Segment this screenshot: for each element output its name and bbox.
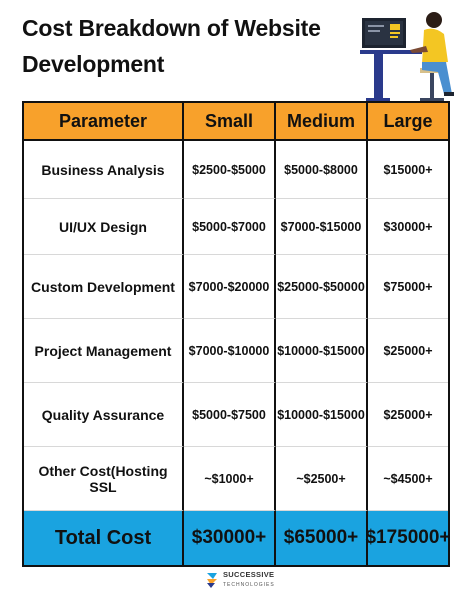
row-large: $25000+ — [368, 383, 448, 447]
brand-name: SUCCESSIVE — [223, 570, 275, 579]
row-small: $5000-$7500 — [184, 383, 276, 447]
row-large: $15000+ — [368, 141, 448, 199]
row-parameter: Other Cost(Hosting SSL — [24, 447, 184, 511]
row-parameter: Project Management — [24, 319, 184, 383]
brand-subtitle: TECHNOLOGIES — [223, 582, 275, 588]
table-row — [24, 199, 448, 255]
row-large: $30000+ — [368, 199, 448, 255]
row-small: $7000-$20000 — [184, 255, 276, 319]
row-large: $25000+ — [368, 319, 448, 383]
cost-table — [22, 101, 450, 567]
row-medium: ~$2500+ — [276, 447, 368, 511]
row-medium: $7000-$15000 — [276, 199, 368, 255]
total-row — [24, 511, 451, 565]
table-row — [24, 255, 448, 319]
row-parameter: Quality Assurance — [24, 383, 184, 447]
row-small: $7000-$10000 — [184, 319, 276, 383]
person-at-desk-computer-icon — [360, 6, 470, 104]
row-medium: $10000-$15000 — [276, 319, 368, 383]
total-label: Total Cost — [24, 511, 184, 565]
total-medium: $65000+ — [276, 511, 368, 565]
row-small: $5000-$7000 — [184, 199, 276, 255]
table-row — [24, 319, 448, 383]
row-large: ~$4500+ — [368, 447, 448, 511]
brand-logo — [205, 570, 275, 590]
row-parameter: UI/UX Design — [24, 199, 184, 255]
table-row — [24, 383, 448, 447]
total-small: $30000+ — [184, 511, 276, 565]
header-parameter: Parameter — [24, 103, 184, 141]
row-medium: $5000-$8000 — [276, 141, 368, 199]
table-row — [24, 141, 448, 199]
row-medium: $10000-$15000 — [276, 383, 368, 447]
header-large: Large — [368, 103, 448, 141]
brand-mark-icon — [205, 571, 219, 589]
header-medium: Medium — [276, 103, 368, 141]
row-small: ~$1000+ — [184, 447, 276, 511]
row-parameter: Custom Development — [24, 255, 184, 319]
row-large: $75000+ — [368, 255, 448, 319]
row-small: $2500-$5000 — [184, 141, 276, 199]
table-header-row — [24, 103, 448, 141]
header-small: Small — [184, 103, 276, 141]
row-parameter: Business Analysis — [24, 141, 184, 199]
page-title: Cost Breakdown of Website Development — [22, 15, 321, 77]
row-medium: $25000-$50000 — [276, 255, 368, 319]
total-large: $175000+ — [365, 527, 451, 548]
table-row — [24, 447, 448, 511]
